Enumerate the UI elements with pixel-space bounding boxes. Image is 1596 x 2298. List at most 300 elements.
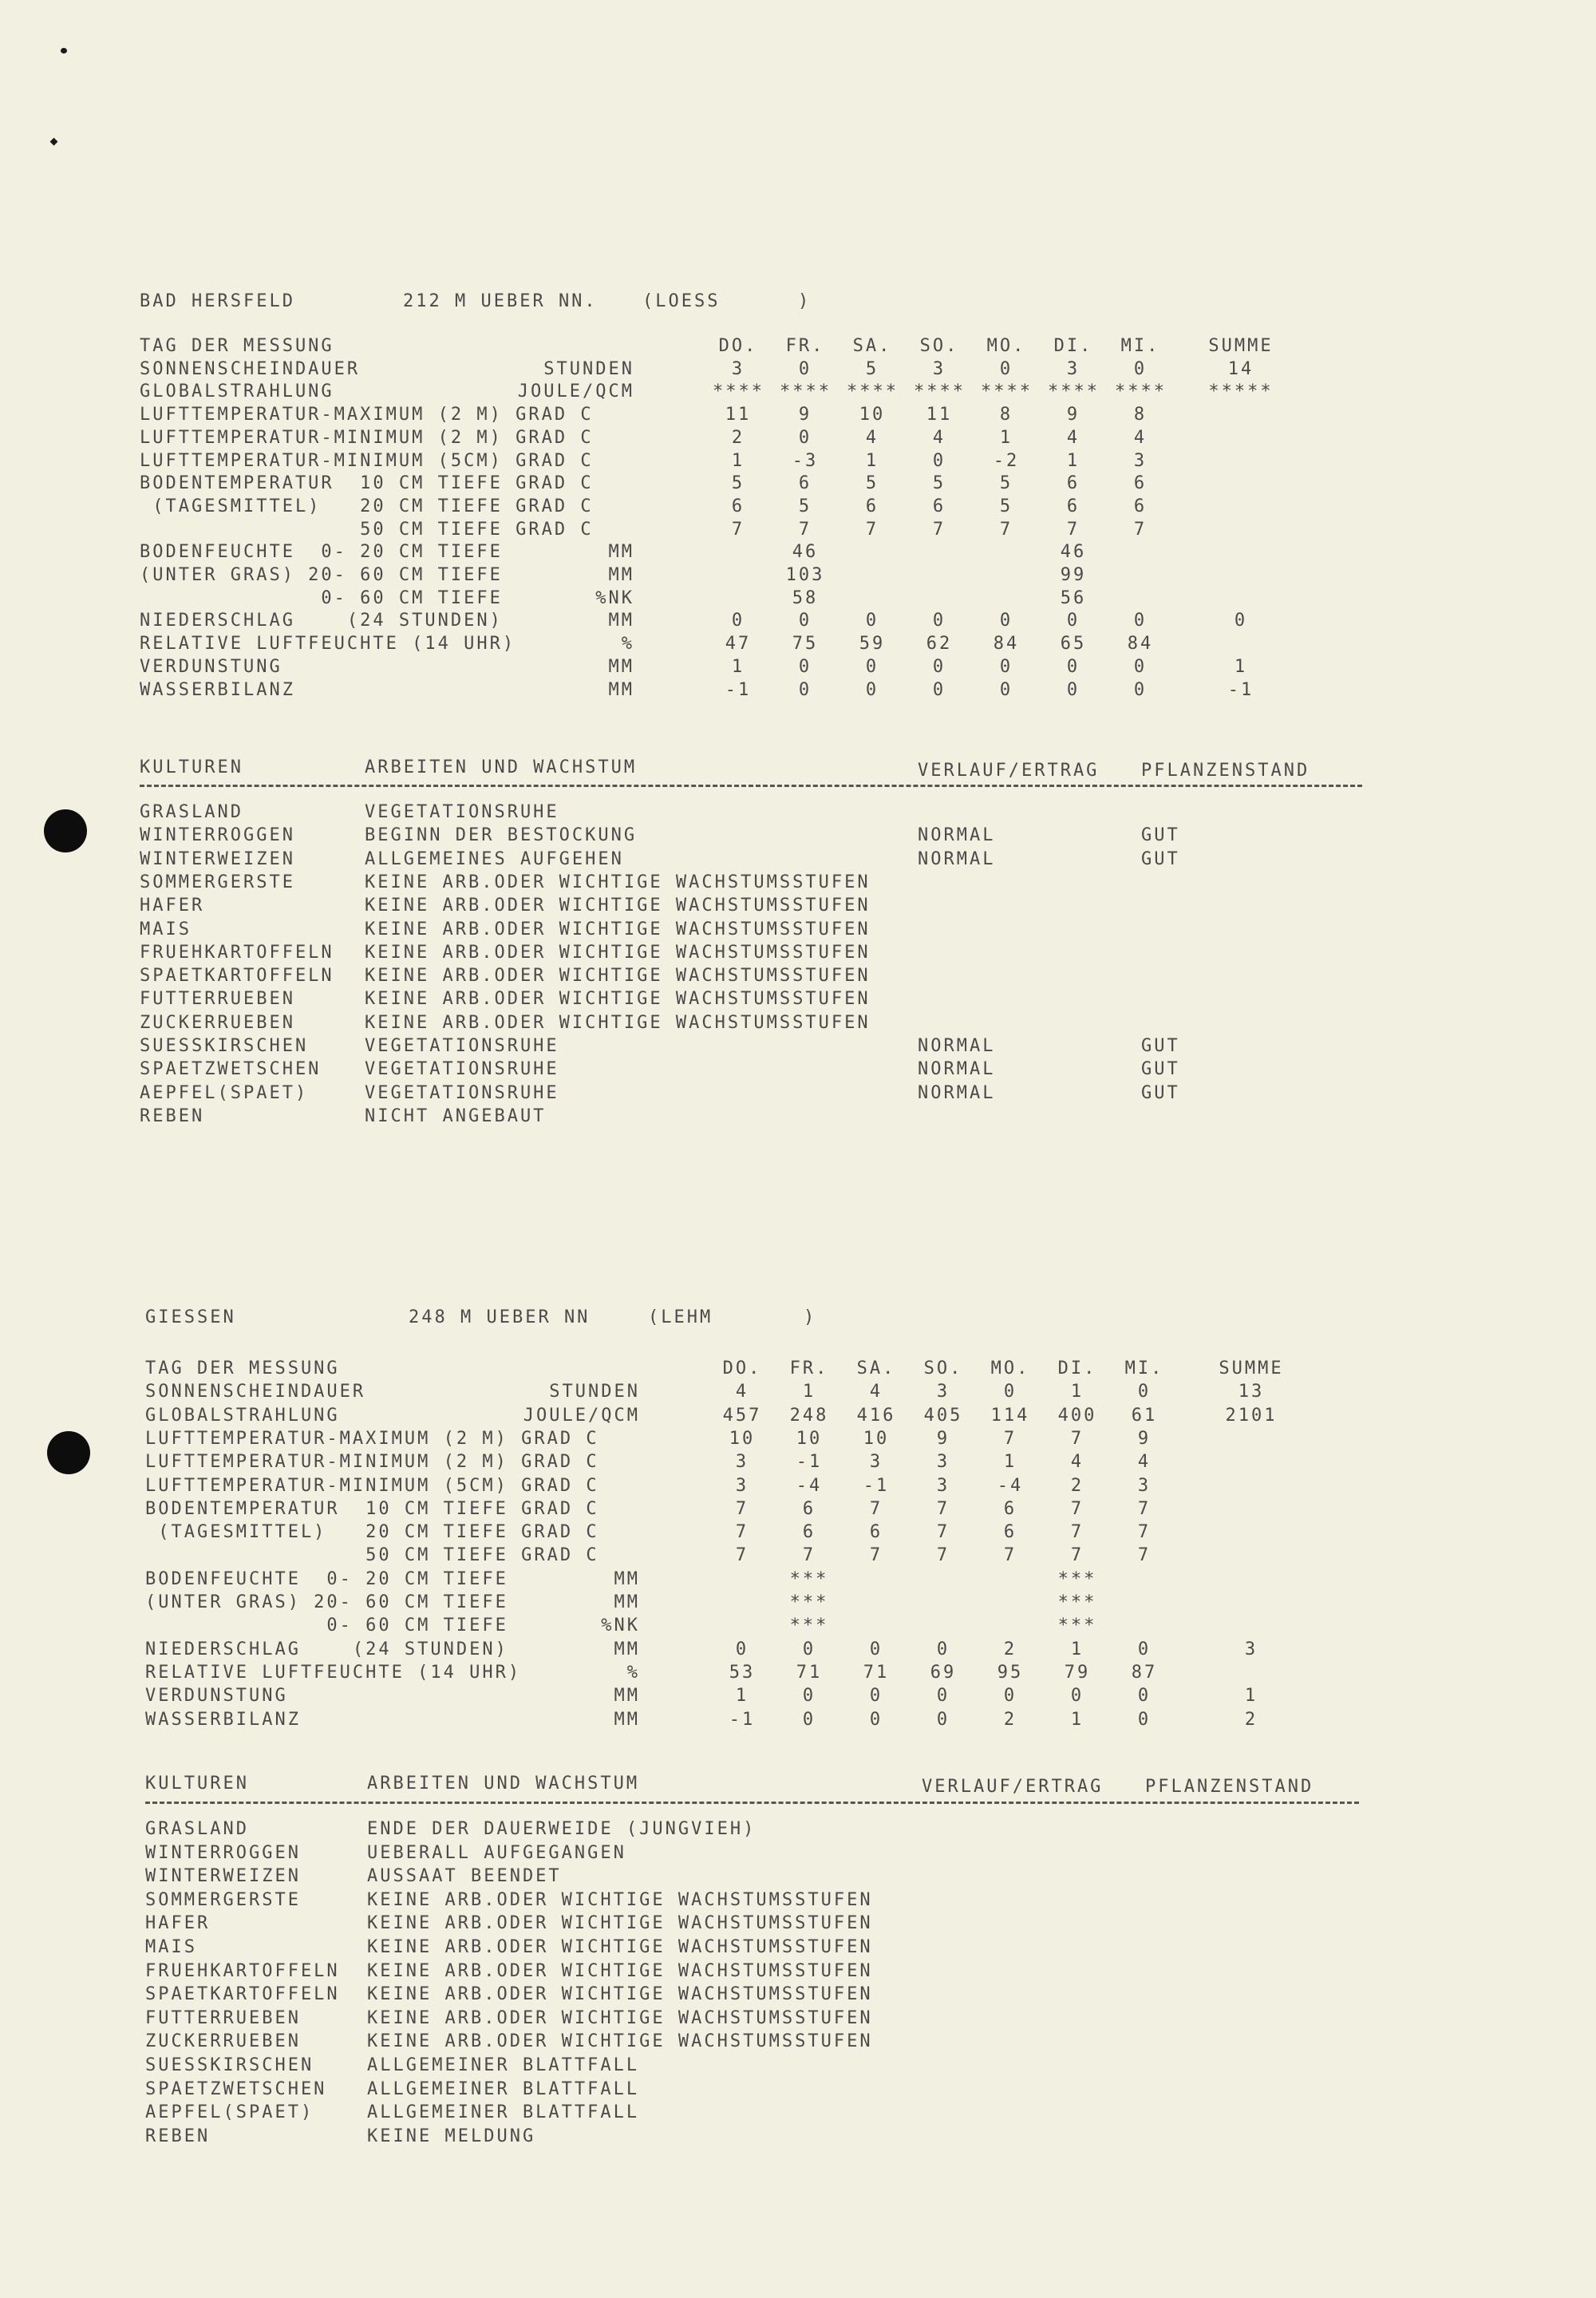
measure-label: BODENFEUCHTE 0- 20 CM TIEFE — [140, 542, 503, 563]
crop-work: KEINE ARB.ODER WICHTIGE WACHSTUMSSTUFEN — [367, 1984, 873, 2005]
measure-value: 6 — [1066, 473, 1080, 494]
measure-value: 0 — [1003, 1686, 1017, 1707]
measure-value: 6 — [865, 496, 879, 516]
crop-name: MAIS — [140, 919, 192, 939]
measure-value: **** — [981, 382, 1033, 402]
measure-value: 5 — [865, 473, 879, 494]
measure-value: **** — [1115, 382, 1167, 402]
measure-value: 62 — [926, 634, 953, 655]
measure-unit: MM — [614, 1686, 640, 1707]
crop-name: WINTERWEIZEN — [145, 1866, 301, 1887]
measure-value: -1 — [725, 679, 752, 700]
measure-unit: %NK — [595, 587, 634, 608]
measure-value: 7 — [1070, 1545, 1084, 1566]
measure-value: 2 — [731, 427, 745, 448]
measure-label: BODENFEUCHTE 0- 20 CM TIEFE — [145, 1568, 508, 1589]
arbeiten-header: ARBEITEN UND WACHSTUM — [367, 1774, 640, 1794]
crop-name: GRASLAND — [140, 802, 243, 822]
measure-value: 6 — [802, 1522, 816, 1543]
measure-value: 8 — [1133, 405, 1148, 425]
measure-value: 3 — [735, 1475, 749, 1496]
measure-sum: 14 — [1227, 358, 1254, 379]
measure-sum: 1 — [1244, 1686, 1258, 1707]
crop-name: SPAETKARTOFFELN — [145, 1984, 340, 2005]
measure-label: 0- 60 CM TIEFE — [140, 587, 503, 608]
measure-label: RELATIVE LUFTFEUCHTE (14 UHR) — [140, 634, 516, 655]
measure-value: 0 — [802, 1686, 816, 1707]
crop-name: HAFER — [140, 896, 205, 916]
measure-value: 99 — [1060, 565, 1087, 585]
measure-value: 71 — [863, 1662, 890, 1683]
crop-name: SPAETZWETSCHEN — [140, 1059, 322, 1080]
measure-unit: JOULE/QCM — [517, 382, 634, 402]
measure-value: 7 — [936, 1522, 950, 1543]
kulturen-header: KULTUREN — [140, 757, 243, 777]
measure-value: 5 — [731, 473, 745, 494]
measure-unit: MM — [614, 1592, 640, 1612]
measure-value: 0 — [1133, 611, 1148, 631]
measure-value: 6 — [802, 1498, 816, 1519]
measure-value: 7 — [932, 519, 946, 540]
measure-value: 405 — [923, 1405, 963, 1426]
crop-work: KEINE ARB.ODER WICHTIGE WACHSTUMSSTUFEN — [365, 872, 871, 892]
crop-name: MAIS — [145, 1937, 197, 1957]
measure-value: 7 — [1137, 1498, 1152, 1519]
measure-label: WASSERBILANZ — [140, 679, 295, 700]
crop-work: KEINE ARB.ODER WICHTIGE WACHSTUMSSTUFEN — [367, 2031, 873, 2052]
measure-value: 69 — [930, 1662, 957, 1683]
measure-value: 0 — [932, 611, 946, 631]
crop-work: ALLGEMEINER BLATTFALL — [367, 2078, 640, 2099]
measure-value: 7 — [1070, 1522, 1084, 1543]
crop-work: KEINE ARB.ODER WICHTIGE WACHSTUMSSTUFEN — [367, 1960, 873, 1981]
punch-hole — [44, 809, 87, 852]
day-header: SO. — [919, 336, 959, 356]
crop-name: ZUCKERRUEBEN — [140, 1012, 295, 1033]
measure-value: 58 — [792, 587, 819, 608]
measure-value: 46 — [1060, 542, 1087, 563]
measure-value: 0 — [1133, 679, 1148, 700]
measure-value: 0 — [798, 427, 812, 448]
measure-value: 0 — [999, 656, 1013, 677]
measure-value: **** — [713, 382, 764, 402]
measure-value: 0 — [932, 656, 946, 677]
measure-value: 0 — [1137, 1709, 1152, 1730]
measure-value: 9 — [1137, 1428, 1152, 1449]
measure-value: 3 — [869, 1452, 883, 1473]
measure-value: 3 — [1066, 358, 1080, 379]
measure-value: 0 — [932, 450, 946, 471]
crop-name: AEPFEL(SPAET) — [140, 1082, 309, 1103]
crop-name: FRUEHKARTOFFELN — [145, 1960, 340, 1981]
measure-value: 0 — [869, 1709, 883, 1730]
measure-label: GLOBALSTRAHLUNG — [140, 382, 334, 402]
measure-value: 7 — [865, 519, 879, 540]
measure-value: 248 — [789, 1405, 829, 1426]
measure-value: 9 — [798, 405, 812, 425]
measure-value: 10 — [859, 405, 886, 425]
crop-work: BEGINN DER BESTOCKUNG — [365, 825, 638, 846]
measure-value: 0 — [802, 1639, 816, 1659]
measure-value: 6 — [1133, 473, 1148, 494]
day-header: FR. — [789, 1359, 829, 1378]
crop-stand: GUT — [1141, 1059, 1180, 1080]
sum-header: SUMME — [1219, 1359, 1284, 1378]
measure-label: (UNTER GRAS) 20- 60 CM TIEFE — [140, 565, 503, 585]
measure-label: GLOBALSTRAHLUNG — [145, 1405, 340, 1426]
measure-value: 6 — [798, 473, 812, 494]
measure-value: 7 — [731, 519, 745, 540]
measure-value: 7 — [869, 1498, 883, 1519]
kulturen-header: KULTUREN — [145, 1774, 249, 1794]
measure-value: 5 — [798, 496, 812, 516]
measure-value: 3 — [1133, 450, 1148, 471]
measure-value: 10 — [729, 1428, 756, 1449]
measure-value: **** — [914, 382, 966, 402]
measure-value: 7 — [1070, 1428, 1084, 1449]
measure-label: LUFTTEMPERATUR-MINIMUM (2 M) GRAD C — [145, 1452, 599, 1473]
measure-value: 5 — [999, 473, 1013, 494]
measure-value: 3 — [936, 1452, 950, 1473]
crop-work: VEGETATIONSRUHE — [365, 1059, 559, 1080]
measure-value: 0 — [798, 358, 812, 379]
measure-label: RELATIVE LUFTFEUCHTE (14 UHR) — [145, 1662, 522, 1683]
crop-work: AUSSAAT BEENDET — [367, 1866, 562, 1887]
measure-sum: -1 — [1227, 679, 1254, 700]
measure-value: -1 — [796, 1452, 823, 1473]
day-header: SO. — [923, 1359, 963, 1378]
day-header: MO. — [990, 1359, 1030, 1378]
measure-value: 6 — [1003, 1498, 1017, 1519]
measure-unit: STUNDEN — [543, 358, 634, 379]
verlauf-header: VERLAUF/ERTRAG — [918, 761, 1100, 781]
days-label: TAG DER MESSUNG — [140, 336, 334, 356]
measure-label: BODENTEMPERATUR 10 CM TIEFE GRAD C — [140, 473, 594, 494]
measure-label: (UNTER GRAS) 20- 60 CM TIEFE — [145, 1592, 508, 1612]
measure-value: 7 — [798, 519, 812, 540]
crop-work: ENDE DER DAUERWEIDE (JUNGVIEH) — [367, 1819, 757, 1839]
measure-value: 7 — [936, 1545, 950, 1566]
measure-value: 47 — [725, 634, 752, 655]
crop-name: SOMMERGERSTE — [140, 872, 295, 892]
day-header: MI. — [1120, 336, 1160, 356]
measure-label: 50 CM TIEFE GRAD C — [145, 1545, 599, 1566]
measure-unit: STUNDEN — [549, 1382, 640, 1402]
measure-value: 114 — [990, 1405, 1030, 1426]
measure-value: 3 — [932, 358, 946, 379]
station-name: GIESSEN — [145, 1307, 236, 1327]
measure-value: 0 — [865, 679, 879, 700]
measure-value: 0 — [869, 1639, 883, 1659]
measure-value: 3 — [936, 1475, 950, 1496]
measure-value: -1 — [863, 1475, 890, 1496]
speck-mark — [61, 48, 67, 53]
measure-value: 3 — [1137, 1475, 1152, 1496]
verlauf-header: VERLAUF/ERTRAG — [922, 1777, 1104, 1797]
measure-value: 6 — [932, 496, 946, 516]
measure-unit: MM — [608, 565, 634, 585]
measure-value: 4 — [865, 427, 879, 448]
measure-label: VERDUNSTUNG — [140, 656, 282, 677]
measure-value: 8 — [999, 405, 1013, 425]
crop-work: KEINE ARB.ODER WICHTIGE WACHSTUMSSTUFEN — [365, 966, 871, 987]
measure-value: 0 — [1137, 1686, 1152, 1707]
crop-work: ALLGEMEINES AUFGEHEN — [365, 848, 624, 869]
day-header: FR. — [785, 336, 825, 356]
measure-value: 7 — [999, 519, 1013, 540]
arbeiten-header: ARBEITEN UND WACHSTUM — [365, 757, 638, 777]
crop-work: VEGETATIONSRUHE — [365, 802, 559, 822]
measure-value: 95 — [997, 1662, 1024, 1683]
measure-value: 5 — [999, 496, 1013, 516]
crop-work: VEGETATIONSRUHE — [365, 1082, 559, 1103]
measure-value: 7 — [869, 1545, 883, 1566]
measure-value: 6 — [1133, 496, 1148, 516]
measure-value: 7 — [735, 1498, 749, 1519]
measure-value: 84 — [1127, 634, 1154, 655]
measure-value: 1 — [1070, 1639, 1084, 1659]
measure-value: *** — [1057, 1568, 1097, 1589]
crop-work: KEINE ARB.ODER WICHTIGE WACHSTUMSSTUFEN — [367, 1937, 873, 1957]
measure-value: 3 — [936, 1382, 950, 1402]
pflanzenstand-header: PFLANZENSTAND — [1145, 1777, 1314, 1797]
crop-stand: GUT — [1141, 825, 1180, 846]
measure-label: (TAGESMITTEL) 20 CM TIEFE GRAD C — [140, 496, 594, 516]
measure-value: 4 — [735, 1382, 749, 1402]
measure-value: 0 — [1070, 1686, 1084, 1707]
measure-value: 0 — [936, 1709, 950, 1730]
measure-label: SONNENSCHEINDAUER — [145, 1382, 366, 1402]
crop-work: UEBERALL AUFGEGANGEN — [367, 1842, 626, 1863]
measure-unit: MM — [614, 1639, 640, 1659]
day-header: MI. — [1124, 1359, 1164, 1378]
measure-value: **** — [847, 382, 899, 402]
measure-sum: 2 — [1244, 1709, 1258, 1730]
divider-rule — [140, 785, 1362, 787]
measure-unit: JOULE/QCM — [523, 1405, 640, 1426]
measure-value: 9 — [1066, 405, 1080, 425]
measure-value: 10 — [863, 1428, 890, 1449]
measure-value: 0 — [1066, 679, 1080, 700]
measure-label: LUFTTEMPERATUR-MAXIMUM (2 M) GRAD C — [145, 1428, 599, 1449]
measure-unit: % — [626, 1662, 640, 1683]
measure-value: 0 — [936, 1686, 950, 1707]
crop-work: VEGETATIONSRUHE — [365, 1036, 559, 1056]
crop-work: NICHT ANGEBAUT — [365, 1105, 547, 1126]
measure-value: 4 — [932, 427, 946, 448]
crop-name: GRASLAND — [145, 1819, 249, 1839]
measure-value: 11 — [926, 405, 953, 425]
crop-name: ZUCKERRUEBEN — [145, 2031, 301, 2052]
crop-work: KEINE ARB.ODER WICHTIGE WACHSTUMSSTUFEN — [365, 942, 871, 963]
measure-value: 2 — [1070, 1475, 1084, 1496]
measure-value: 87 — [1131, 1662, 1158, 1683]
measure-value: 1 — [865, 450, 879, 471]
measure-value: 7 — [1003, 1545, 1017, 1566]
measure-value: -3 — [792, 450, 819, 471]
crop-name: HAFER — [145, 1913, 211, 1934]
measure-value: 7 — [735, 1522, 749, 1543]
crop-name: FUTTERRUEBEN — [145, 2007, 301, 2028]
measure-value: 400 — [1057, 1405, 1097, 1426]
measure-value: 59 — [859, 634, 886, 655]
measure-sum: ***** — [1208, 382, 1274, 402]
day-header: DI. — [1053, 336, 1093, 356]
crop-work: KEINE ARB.ODER WICHTIGE WACHSTUMSSTUFEN — [367, 1889, 873, 1910]
measure-value: 4 — [1066, 427, 1080, 448]
measure-label: NIEDERSCHLAG (24 STUNDEN) — [140, 611, 503, 631]
measure-value: 2 — [1003, 1639, 1017, 1659]
day-header: SA. — [852, 336, 892, 356]
measure-value: 1 — [735, 1686, 749, 1707]
crop-stand: GUT — [1141, 848, 1180, 869]
crop-work: KEINE ARB.ODER WICHTIGE WACHSTUMSSTUFEN — [365, 1012, 871, 1033]
pflanzenstand-header: PFLANZENSTAND — [1141, 761, 1310, 781]
crop-verlauf: NORMAL — [918, 848, 996, 869]
measure-label: LUFTTEMPERATUR-MINIMUM (2 M) GRAD C — [140, 427, 594, 448]
measure-label: NIEDERSCHLAG (24 STUNDEN) — [145, 1639, 508, 1659]
speck-mark — [50, 138, 58, 146]
day-header: MO. — [986, 336, 1026, 356]
measure-value: 4 — [869, 1382, 883, 1402]
measure-value: 2 — [1003, 1709, 1017, 1730]
measure-value: 53 — [729, 1662, 756, 1683]
measure-value: 6 — [1066, 496, 1080, 516]
day-header: DO. — [718, 336, 758, 356]
measure-unit: % — [621, 634, 634, 655]
measure-label: LUFTTEMPERATUR-MAXIMUM (2 M) GRAD C — [140, 405, 594, 425]
crop-work: ALLGEMEINER BLATTFALL — [367, 2055, 640, 2075]
crop-name: SPAETKARTOFFELN — [140, 966, 334, 987]
day-header: SA. — [856, 1359, 896, 1378]
crop-verlauf: NORMAL — [918, 1082, 996, 1103]
measure-value: 0 — [1137, 1639, 1152, 1659]
measure-label: SONNENSCHEINDAUER — [140, 358, 361, 379]
measure-value: 1 — [1003, 1452, 1017, 1473]
measure-value: -4 — [796, 1475, 823, 1496]
measure-value: 0 — [798, 611, 812, 631]
measure-sum: 3 — [1244, 1639, 1258, 1659]
measure-value: 0 — [932, 679, 946, 700]
measure-unit: %NK — [601, 1616, 640, 1636]
measure-value: 7 — [1003, 1428, 1017, 1449]
measure-value: 6 — [731, 496, 745, 516]
measure-value: *** — [1057, 1616, 1097, 1636]
measure-label: 0- 60 CM TIEFE — [145, 1616, 508, 1636]
crop-name: FUTTERRUEBEN — [140, 989, 295, 1010]
measure-value: 7 — [802, 1545, 816, 1566]
crop-work: ALLGEMEINER BLATTFALL — [367, 2102, 640, 2123]
measure-value: 103 — [785, 565, 825, 585]
measure-value: 5 — [932, 473, 946, 494]
measure-value: 0 — [999, 358, 1013, 379]
crop-name: SUESSKIRSCHEN — [145, 2055, 314, 2075]
measure-value: 75 — [792, 634, 819, 655]
measure-value: 0 — [1003, 1382, 1017, 1402]
measure-value: 1 — [1070, 1709, 1084, 1730]
measure-value: *** — [789, 1616, 829, 1636]
crop-name: WINTERROGGEN — [145, 1842, 301, 1863]
measure-sum: 0 — [1234, 611, 1248, 631]
crop-work: KEINE MELDUNG — [367, 2126, 536, 2146]
crop-work: KEINE ARB.ODER WICHTIGE WACHSTUMSSTUFEN — [365, 989, 871, 1010]
measure-unit: MM — [614, 1709, 640, 1730]
crop-work: KEINE ARB.ODER WICHTIGE WACHSTUMSSTUFEN — [365, 896, 871, 916]
station-soil: (LOESS ) — [642, 291, 812, 311]
measure-value: 10 — [796, 1428, 823, 1449]
measure-unit: MM — [608, 542, 634, 563]
measure-value: 46 — [792, 542, 819, 563]
crop-name: REBEN — [140, 1105, 205, 1126]
measure-value: 0 — [731, 611, 745, 631]
measure-value: -1 — [729, 1709, 756, 1730]
crop-verlauf: NORMAL — [918, 1036, 996, 1056]
measure-value: 0 — [999, 611, 1013, 631]
measure-value: 6 — [1003, 1522, 1017, 1543]
measure-value: 7 — [735, 1545, 749, 1566]
station-soil: (LEHM ) — [648, 1307, 817, 1327]
measure-value: 0 — [1137, 1382, 1152, 1402]
crop-name: WINTERROGGEN — [140, 825, 295, 846]
measure-value: 11 — [725, 405, 752, 425]
measure-value: 0 — [936, 1639, 950, 1659]
measure-value: 0 — [798, 679, 812, 700]
crop-verlauf: NORMAL — [918, 1059, 996, 1080]
crop-name: REBEN — [145, 2126, 211, 2146]
measure-value: 4 — [1070, 1452, 1084, 1473]
measure-unit: MM — [614, 1568, 640, 1589]
measure-unit: MM — [608, 611, 634, 631]
measure-value: 0 — [735, 1639, 749, 1659]
measure-value: 1 — [1066, 450, 1080, 471]
measure-value: *** — [1057, 1592, 1097, 1612]
measure-value: 1 — [731, 656, 745, 677]
measure-value: *** — [789, 1568, 829, 1589]
crop-name: SOMMERGERSTE — [145, 1889, 301, 1910]
station-name: BAD HERSFELD — [140, 291, 295, 311]
measure-value: 7 — [1133, 519, 1148, 540]
measure-value: -4 — [997, 1475, 1024, 1496]
measure-value: 7 — [1070, 1498, 1084, 1519]
measure-value: 3 — [735, 1452, 749, 1473]
sum-header: SUMME — [1208, 336, 1274, 356]
measure-value: **** — [1048, 382, 1100, 402]
measure-label: 50 CM TIEFE GRAD C — [140, 519, 594, 540]
measure-label: LUFTTEMPERATUR-MINIMUM (5CM) GRAD C — [145, 1475, 599, 1496]
measure-value: 4 — [1137, 1452, 1152, 1473]
station-elevation: 248 M UEBER NN — [409, 1307, 591, 1327]
measure-label: BODENTEMPERATUR 10 CM TIEFE GRAD C — [145, 1498, 599, 1519]
measure-value: 5 — [865, 358, 879, 379]
days-label: TAG DER MESSUNG — [145, 1359, 340, 1378]
measure-value: 0 — [1133, 358, 1148, 379]
measure-value: 0 — [869, 1686, 883, 1707]
measure-value: *** — [789, 1592, 829, 1612]
measure-value: 7 — [1137, 1522, 1152, 1543]
measure-value: 7 — [1066, 519, 1080, 540]
measure-value: 0 — [999, 679, 1013, 700]
crop-name: AEPFEL(SPAET) — [145, 2102, 314, 2123]
divider-rule — [145, 1802, 1359, 1804]
measure-value: 416 — [856, 1405, 896, 1426]
measure-value: 61 — [1131, 1405, 1158, 1426]
measure-value: 1 — [999, 427, 1013, 448]
measure-value: 0 — [865, 611, 879, 631]
measure-sum: 13 — [1238, 1382, 1265, 1402]
crop-name: SPAETZWETSCHEN — [145, 2078, 327, 2099]
measure-value: -2 — [993, 450, 1020, 471]
measure-value: 0 — [1066, 611, 1080, 631]
